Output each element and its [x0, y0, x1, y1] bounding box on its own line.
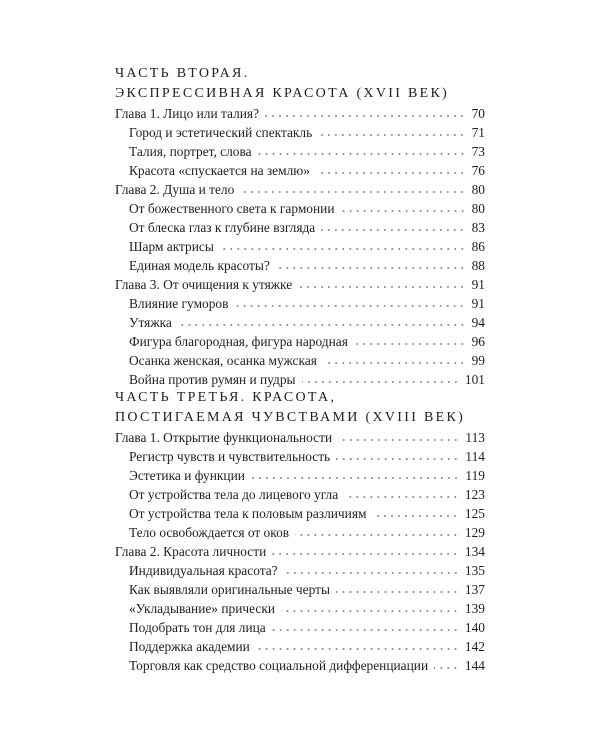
page-number: 91: [471, 277, 485, 292]
subsection-title: Утяжка: [129, 315, 172, 330]
chapter-title: Глава 2. Душа и тело: [115, 182, 235, 197]
subsection-title: От устройства тела до лицевого угла: [129, 487, 339, 502]
subsection-title: Подобрать тон для лица: [129, 620, 266, 635]
toc-subsection-row: [115, 256, 485, 275]
dot-leader: [323, 355, 466, 365]
dot-leader: [318, 127, 465, 137]
subsection-title: Как выявляли оригинальные черты: [129, 582, 330, 597]
dot-leader: [256, 641, 459, 651]
page-number: 70: [471, 106, 485, 121]
page-number: 142: [464, 639, 485, 654]
dot-leader: [178, 317, 466, 327]
dot-leader: [338, 432, 459, 442]
subsection-title: Единая модель красоты?: [129, 258, 270, 273]
chapter-title: Глава 3. От очищения к утяжке: [115, 277, 293, 292]
toc-chapter-row: [115, 542, 485, 561]
toc-subsection-row: [115, 637, 485, 656]
dot-leader: [295, 527, 459, 537]
page-number: 73: [471, 144, 485, 159]
page-number: 80: [471, 182, 485, 197]
page-number: 144: [464, 658, 485, 673]
page-number: 119: [465, 468, 485, 483]
toc-chapter-row: [115, 275, 485, 294]
page-number: 76: [471, 163, 485, 178]
dot-leader: [336, 584, 459, 594]
toc-subsection-row: [115, 142, 485, 161]
toc-subsection-row: [115, 447, 485, 466]
dot-leader: [220, 241, 466, 251]
toc-subsection-row: [115, 561, 485, 580]
chapter-title: Глава 1. Открытие функциональности: [115, 430, 333, 445]
dot-leader: [316, 165, 466, 175]
dot-leader: [434, 660, 459, 670]
toc-subsection-row: [115, 656, 485, 675]
toc-subsection-row: [115, 161, 485, 180]
page-number: 114: [465, 449, 485, 464]
dot-leader: [302, 374, 459, 384]
subsection-title: Поддержка академии: [129, 639, 250, 654]
page-number: 113: [465, 430, 485, 445]
toc-chapter-row: [115, 180, 485, 199]
dot-leader: [321, 222, 465, 232]
page-number: 80: [471, 201, 485, 216]
page-number: 99: [471, 353, 485, 368]
part-heading: [115, 388, 485, 428]
toc-subsection-row: [115, 313, 485, 332]
subsection-title: От божественного света к гармонии: [129, 201, 335, 216]
page-number: 135: [464, 563, 485, 578]
toc-chapter-row: [115, 104, 485, 123]
toc-subsection-row: [115, 123, 485, 142]
subsection-title: Тело освобождается от оков: [129, 525, 290, 540]
toc-subsection-row: [115, 218, 485, 237]
subsection-title: Торговля как средство социальной дифференциации: [129, 658, 429, 673]
toc-subsection-row: [115, 599, 485, 618]
dot-leader: [372, 508, 458, 518]
page-number: 88: [471, 258, 485, 273]
subsection-title: Индивидуальная красота?: [129, 563, 278, 578]
page-number: 140: [464, 620, 485, 635]
toc-chapter-row: [115, 428, 485, 447]
page-number: 129: [464, 525, 485, 540]
part-heading-line: ПОСТИГАЕМАЯ ЧУВСТВАМИ (XVIII ВЕК): [115, 410, 466, 425]
page-number: 123: [464, 487, 485, 502]
toc-subsection-row: [115, 351, 485, 370]
dot-leader: [276, 260, 466, 270]
dot-leader: [234, 298, 465, 308]
dot-leader: [251, 470, 459, 480]
subsection-title: Талия, портрет, слова: [129, 144, 252, 159]
chapter-title: Глава 2. Красота личности: [115, 544, 267, 559]
subsection-title: От устройства тела к половым различиям: [129, 506, 367, 521]
page-number: 83: [471, 220, 485, 235]
part-heading-line: ЧАСТЬ ВТОРАЯ.: [115, 66, 250, 81]
subsection-title: От блеска глаз к глубине взгляда: [129, 220, 316, 235]
part-heading: [115, 64, 485, 104]
dot-leader: [240, 184, 465, 194]
dot-leader: [341, 203, 466, 213]
dot-leader: [265, 108, 466, 118]
subsection-title: Влияние гуморов: [129, 296, 229, 311]
subsection-title: Осанка женская, осанка мужская: [129, 353, 317, 368]
toc-subsection-row: [115, 466, 485, 485]
page-number: 71: [471, 125, 485, 140]
toc-subsection-row: [115, 580, 485, 599]
part-heading-line: ЭКСПРЕССИВНАЯ КРАСОТА (XVII ВЕК): [115, 86, 450, 101]
page-number: 139: [464, 601, 485, 616]
part-heading-line: ЧАСТЬ ТРЕТЬЯ. КРАСОТА,: [115, 390, 337, 405]
page-number: 96: [471, 334, 485, 349]
page-number: 101: [464, 372, 485, 387]
chapter-title: Глава 1. Лицо или талия?: [115, 106, 260, 121]
subsection-title: «Укладывание» прически: [129, 601, 276, 616]
dot-leader: [272, 622, 459, 632]
page-number: 137: [464, 582, 485, 597]
subsection-title: Фигура благородная, фигура народная: [129, 334, 348, 349]
dot-leader: [336, 451, 459, 461]
toc-subsection-row: [115, 618, 485, 637]
dot-leader: [284, 565, 459, 575]
page-number: 125: [464, 506, 485, 521]
subsection-title: Война против румян и пудры: [129, 372, 296, 387]
dot-leader: [344, 489, 459, 499]
page-number: 134: [464, 544, 485, 559]
subsection-title: Шарм актрисы: [129, 239, 214, 254]
page-number: 94: [471, 315, 485, 330]
toc-subsection-row: [115, 332, 485, 351]
toc-subsection-row: [115, 199, 485, 218]
subsection-title: Регистр чувств и чувствительность: [129, 449, 331, 464]
dot-leader: [258, 146, 466, 156]
toc-subsection-row: [115, 523, 485, 542]
subsection-title: Эстетика и функции: [129, 468, 245, 483]
page-number: 91: [471, 296, 485, 311]
subsection-title: Красота «спускается на землю»: [129, 163, 310, 178]
page-number: 86: [471, 239, 485, 254]
dot-leader: [354, 336, 466, 346]
subsection-title: Город и эстетический спектакль: [129, 125, 313, 140]
toc-subsection-row: [115, 485, 485, 504]
toc-subsection-row: [115, 237, 485, 256]
dot-leader: [281, 603, 459, 613]
toc-subsection-row: [115, 370, 485, 389]
toc-subsection-row: [115, 294, 485, 313]
dot-leader: [298, 279, 465, 289]
toc-subsection-row: [115, 504, 485, 523]
dot-leader: [272, 546, 459, 556]
